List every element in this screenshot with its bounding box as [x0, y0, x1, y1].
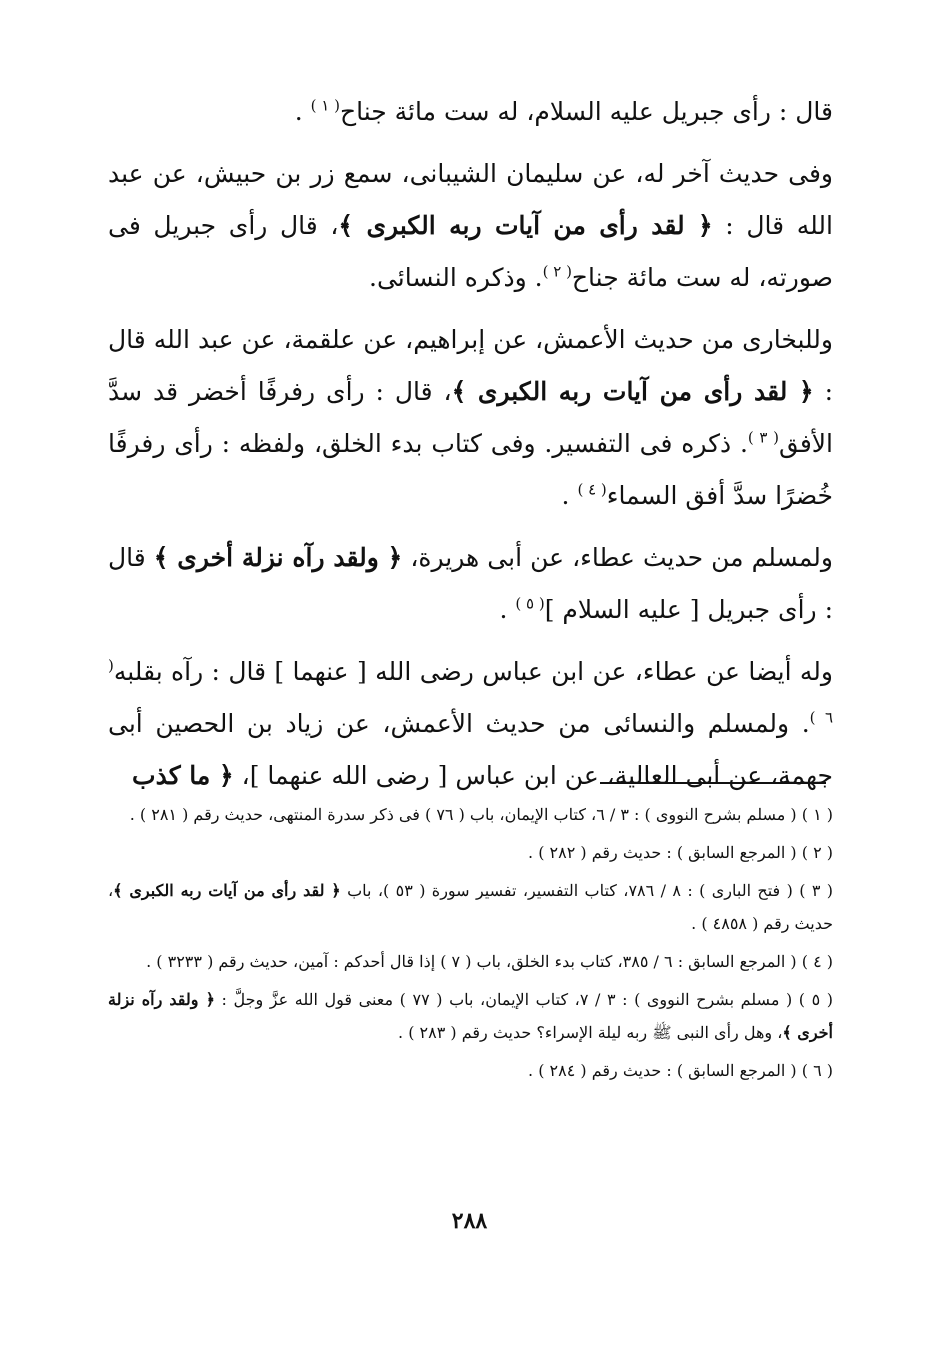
text-run: . وذكره النسائى.: [369, 263, 543, 292]
text-run: ( ٢ ) ( المرجع السابق ) : حديث رقم ( ٢٨٢ ) .: [528, 843, 833, 862]
text-run: قال : رأى جبريل عليه السلام، له ست مائة جناح: [339, 97, 833, 126]
footnote-ref: ( ٤ ): [577, 480, 607, 499]
text-run: ، حديث رقم ( ٤٨٥٨ ) .: [108, 881, 833, 933]
footnote: [108, 945, 833, 978]
main-text: [108, 86, 833, 812]
quran-quote: ﴿ ولقد رآه نزلة أخرى ﴾: [108, 990, 833, 1042]
text-run: ( ٤ ) ( المرجع السابق : ٦ / ٣٨٥، كتاب بدء الخلق، باب ( ٧ ) إذا قال أحدكم : آمين، حديث رقم ( ٣٢٣٣ ) .: [146, 952, 833, 971]
text-run: .: [561, 481, 578, 510]
footnote: [108, 836, 833, 869]
text-run: .: [499, 595, 516, 624]
text-run: وفى حديث آخر له، عن سليمان الشيبانى، سمع زر بن حبيش، عن عبد الله قال :: [108, 159, 833, 240]
quran-quote: ﴿ لقد رأى من آيات ربه الكبرى ﴾: [113, 881, 341, 900]
paragraph: [108, 314, 833, 522]
text-run: .: [294, 97, 311, 126]
paragraph: [108, 646, 833, 802]
quran-quote: ﴿ لقد رأى من آيات ربه الكبرى ﴾: [338, 211, 713, 240]
quran-quote: ﴿ ما كذب: [132, 761, 234, 790]
text-run: قال : رأى جبريل [ عليه السلام ]: [108, 543, 833, 624]
quran-quote: ﴿ لقد رأى من آيات ربه الكبرى ﴾: [451, 377, 814, 406]
footnotes: [108, 798, 833, 1092]
footnote: [108, 983, 833, 1049]
footnote: [108, 1054, 833, 1087]
text-run: ، قال : رأى رفرفًا أخضر قد سدَّ الأفق: [108, 377, 833, 458]
text-run: ( ٦ ) ( المرجع السابق ) : حديث رقم ( ٢٨٤ ) .: [528, 1061, 833, 1080]
text-run: ولمسلم من حديث عطاء، عن أبى هريرة،: [402, 543, 833, 572]
text-run: وللبخارى من حديث الأعمش، عن إبراهيم، عن علقمة، عن عبد الله قال :: [108, 325, 834, 406]
paragraph: [108, 86, 833, 138]
text-run: ، وهل رأى النبى ﷺ ربه ليلة الإسراء؟ حديث رقم ( ٢٨٣ ) .: [398, 1023, 783, 1042]
text-run: ( ٣ ) ( فتح البارى ) : ٨ / ٧٨٦، كتاب التفسير، تفسير سورة ( ٥٣ )، باب: [340, 881, 834, 900]
footnote-ref: ( ٥ ): [515, 594, 545, 613]
text-run: ( ٥ ) ( مسلم بشرح النووى ) : ٣ / ٧، كتاب الإيمان، باب ( ٧٧ ) معنى قول الله عزَّ وجلَّ :: [214, 990, 834, 1009]
text-run: . ذكره فى التفسير. وفى كتاب بدء الخلق، ولفظه : رأى رفرفًا خُضرًا سدَّ أفق السماء: [108, 429, 833, 510]
text-run: ( ١ ) ( مسلم بشرح النووى ) : ٣ / ٦، كتاب الإيمان، باب ( ٧٦ ) فى ذكر سدرة المنتهى، حديث رقم ( ٢٨١ ) .: [129, 805, 833, 824]
footnote: [108, 874, 833, 940]
text-run: وله أيضا عن عطاء، عن ابن عباس رضى الله [ عنهما ] قال : رآه بقلبه: [113, 657, 833, 686]
footnote-ref: ( ٦ ): [108, 656, 833, 727]
footnote-divider: [600, 782, 826, 784]
text-run: ، قال رأى جبريل فى صورته، له ست مائة جناح: [108, 211, 833, 292]
text-run: . ولمسلم والنسائى من حديث الأعمش، عن زياد بن الحصين أبى جهمة، عن أبى العالية، عن ابن عباس [ رضى الله عنهما ]،: [108, 709, 833, 790]
footnote-ref: ( ١ ): [310, 96, 340, 115]
page-number: ٢٨٨: [451, 1208, 488, 1234]
quran-quote: ﴿ ولقد رآه نزلة أخرى ﴾: [153, 543, 403, 572]
footnote-ref: ( ٣ ): [747, 428, 779, 447]
footnote-ref: ( ٢ ): [542, 262, 572, 281]
paragraph: [108, 532, 833, 636]
paragraph: [108, 148, 833, 304]
footnote: [108, 798, 833, 831]
